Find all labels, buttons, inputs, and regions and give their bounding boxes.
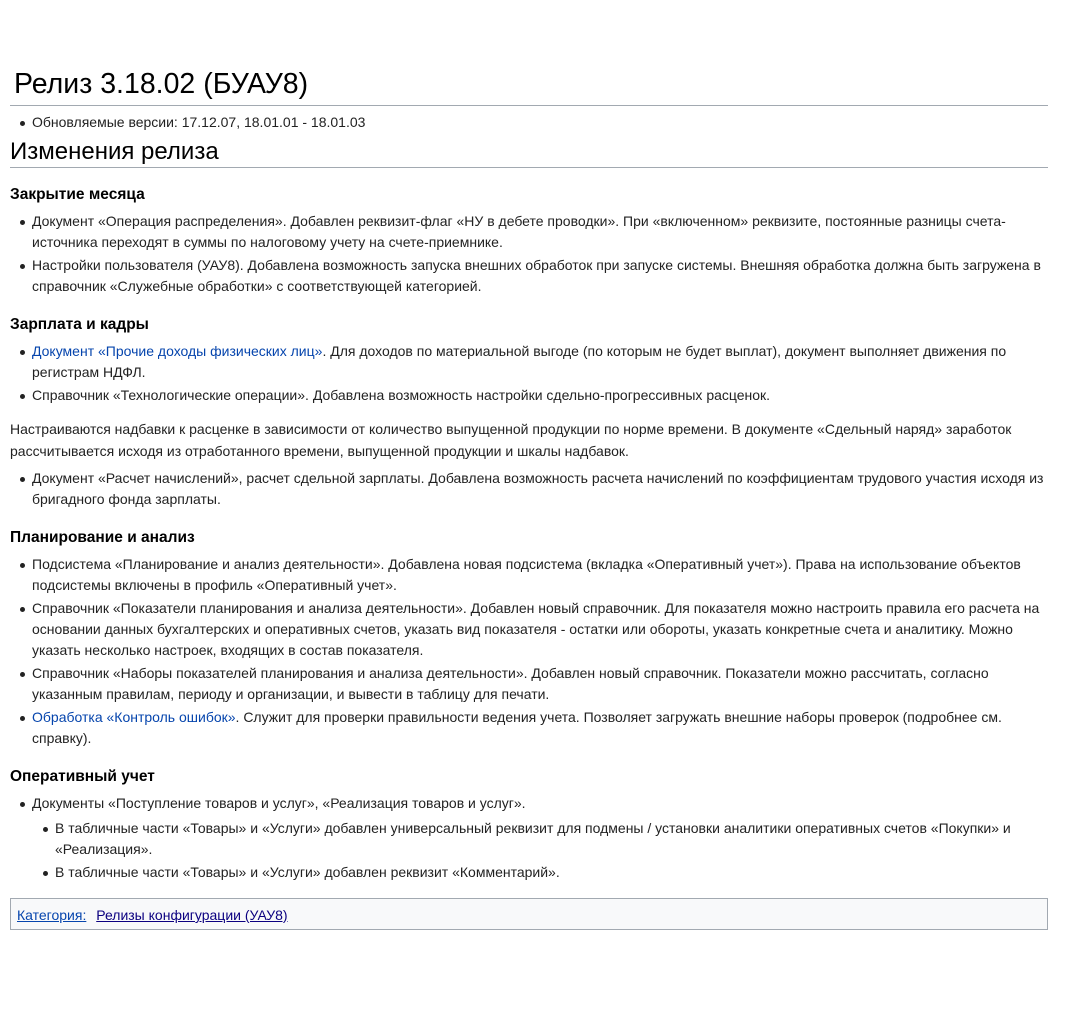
category-label-link[interactable]: Категория:: [17, 907, 87, 923]
page-content: [0, 64, 1070, 930]
payroll-list-2: [10, 468, 1048, 510]
list-item-text: Документы «Поступление товаров и услуг», «Реализация товаров и услуг».: [32, 795, 526, 811]
list-item: Обновляемые версии: 17.12.07, 18.01.01 - 18.01.03: [32, 112, 1048, 133]
category-releases-link[interactable]: Релизы конфигурации (УАУ8): [96, 907, 288, 923]
list-item: Справочник «Показатели планирования и анализа деятельности». Добавлен новый справочник. Для показателя можно настроить правила его расчета на основании данных бухгалтерских и оперативных счетов, указать вид показателя - остатки или обороты, указать конкретные счета и аналитику. Можно указать несколько настроек, входящих в состав показателя.: [32, 598, 1048, 661]
heading-operational: Оперативный учет: [10, 768, 155, 785]
other-income-doc-link[interactable]: Документ «Прочие доходы физических лиц»: [32, 343, 323, 359]
list-item: Настройки пользователя (УАУ8). Добавлена возможность запуска внешних обработок при запуске системы. Внешняя обработка должна быть загружена в справочник «Служебные обработки» с соответствующей категорией.: [32, 255, 1048, 297]
heading-planning: Планирование и анализ: [10, 529, 195, 546]
list-item: [32, 707, 1048, 749]
list-item: Справочник «Технологические операции». Добавлена возможность настройки сдельно-прогрессивных расценок.: [32, 385, 1048, 406]
payroll-list: [10, 341, 1048, 406]
list-item: [32, 793, 1048, 883]
list-item: [32, 341, 1048, 383]
list-item-text: . Для доходов по материальной выгоде (по которым не будет выплат), документ выполняет движения по регистрам НДФЛ.: [32, 343, 1007, 380]
list-item-text: . Служит для проверки правильности ведения учета. Позволяет загружать внешние наборы проверок (подробнее см. справку).: [32, 709, 1002, 746]
nested-list-item: В табличные части «Товары» и «Услуги» добавлен реквизит «Комментарий».: [55, 862, 1048, 883]
list-item: Документ «Расчет начислений», расчет сдельной зарплаты. Добавлена возможность расчета начислений по коэффициентам трудового участия исходя из бригадного фонда зарплаты.: [32, 468, 1048, 510]
nested-list-item: В табличные части «Товары» и «Услуги» добавлен универсальный реквизит для подмены / установки аналитики оперативных счетов «Покупки» и «Реализация».: [55, 818, 1048, 860]
title-block: [10, 64, 1048, 106]
heading-payroll: Зарплата и кадры: [10, 316, 149, 333]
page-title: Релиз 3.18.02 (БУАУ8): [14, 68, 309, 100]
operational-nested-list: [32, 818, 1048, 883]
paragraph: Настраиваются надбавки к расценке в зависимости от количество выпущенной продукции по норме времени. В документе «Сдельный наряд» заработок рассчитывается исходя из отработанного времени, выпущенной продукции и шкалы надбавок.: [10, 421, 1012, 459]
list-item: Документ «Операция распределения». Добавлен реквизит-флаг «НУ в дебете проводки». При «включенном» реквизите, постоянные разницы счета-источника переходят в суммы по налоговому учету на счете-приемнике.: [32, 211, 1048, 253]
month-close-list: [10, 211, 1048, 297]
heading-month-close: Закрытие месяца: [10, 186, 145, 203]
list-item: Справочник «Наборы показателей планирования и анализа деятельности». Добавлен новый справочник. Показатели можно рассчитать, согласно указанным правилам, периоду и организации, и вывести в таблицу для печати.: [32, 663, 1048, 705]
category-box: [10, 898, 1048, 930]
operational-list: [10, 793, 1048, 883]
section-title: Изменения релиза: [10, 137, 1048, 168]
versions-list: [10, 112, 1048, 133]
error-control-link[interactable]: Обработка «Контроль ошибок»: [32, 709, 236, 725]
planning-list: [10, 554, 1048, 749]
category-label: Категория: [17, 907, 83, 923]
list-item: Подсистема «Планирование и анализ деятельности». Добавлена новая подсистема (вкладка «Оперативный учет»). Права на использование объектов подсистемы включены в профиль «Оперативный учет».: [32, 554, 1048, 596]
